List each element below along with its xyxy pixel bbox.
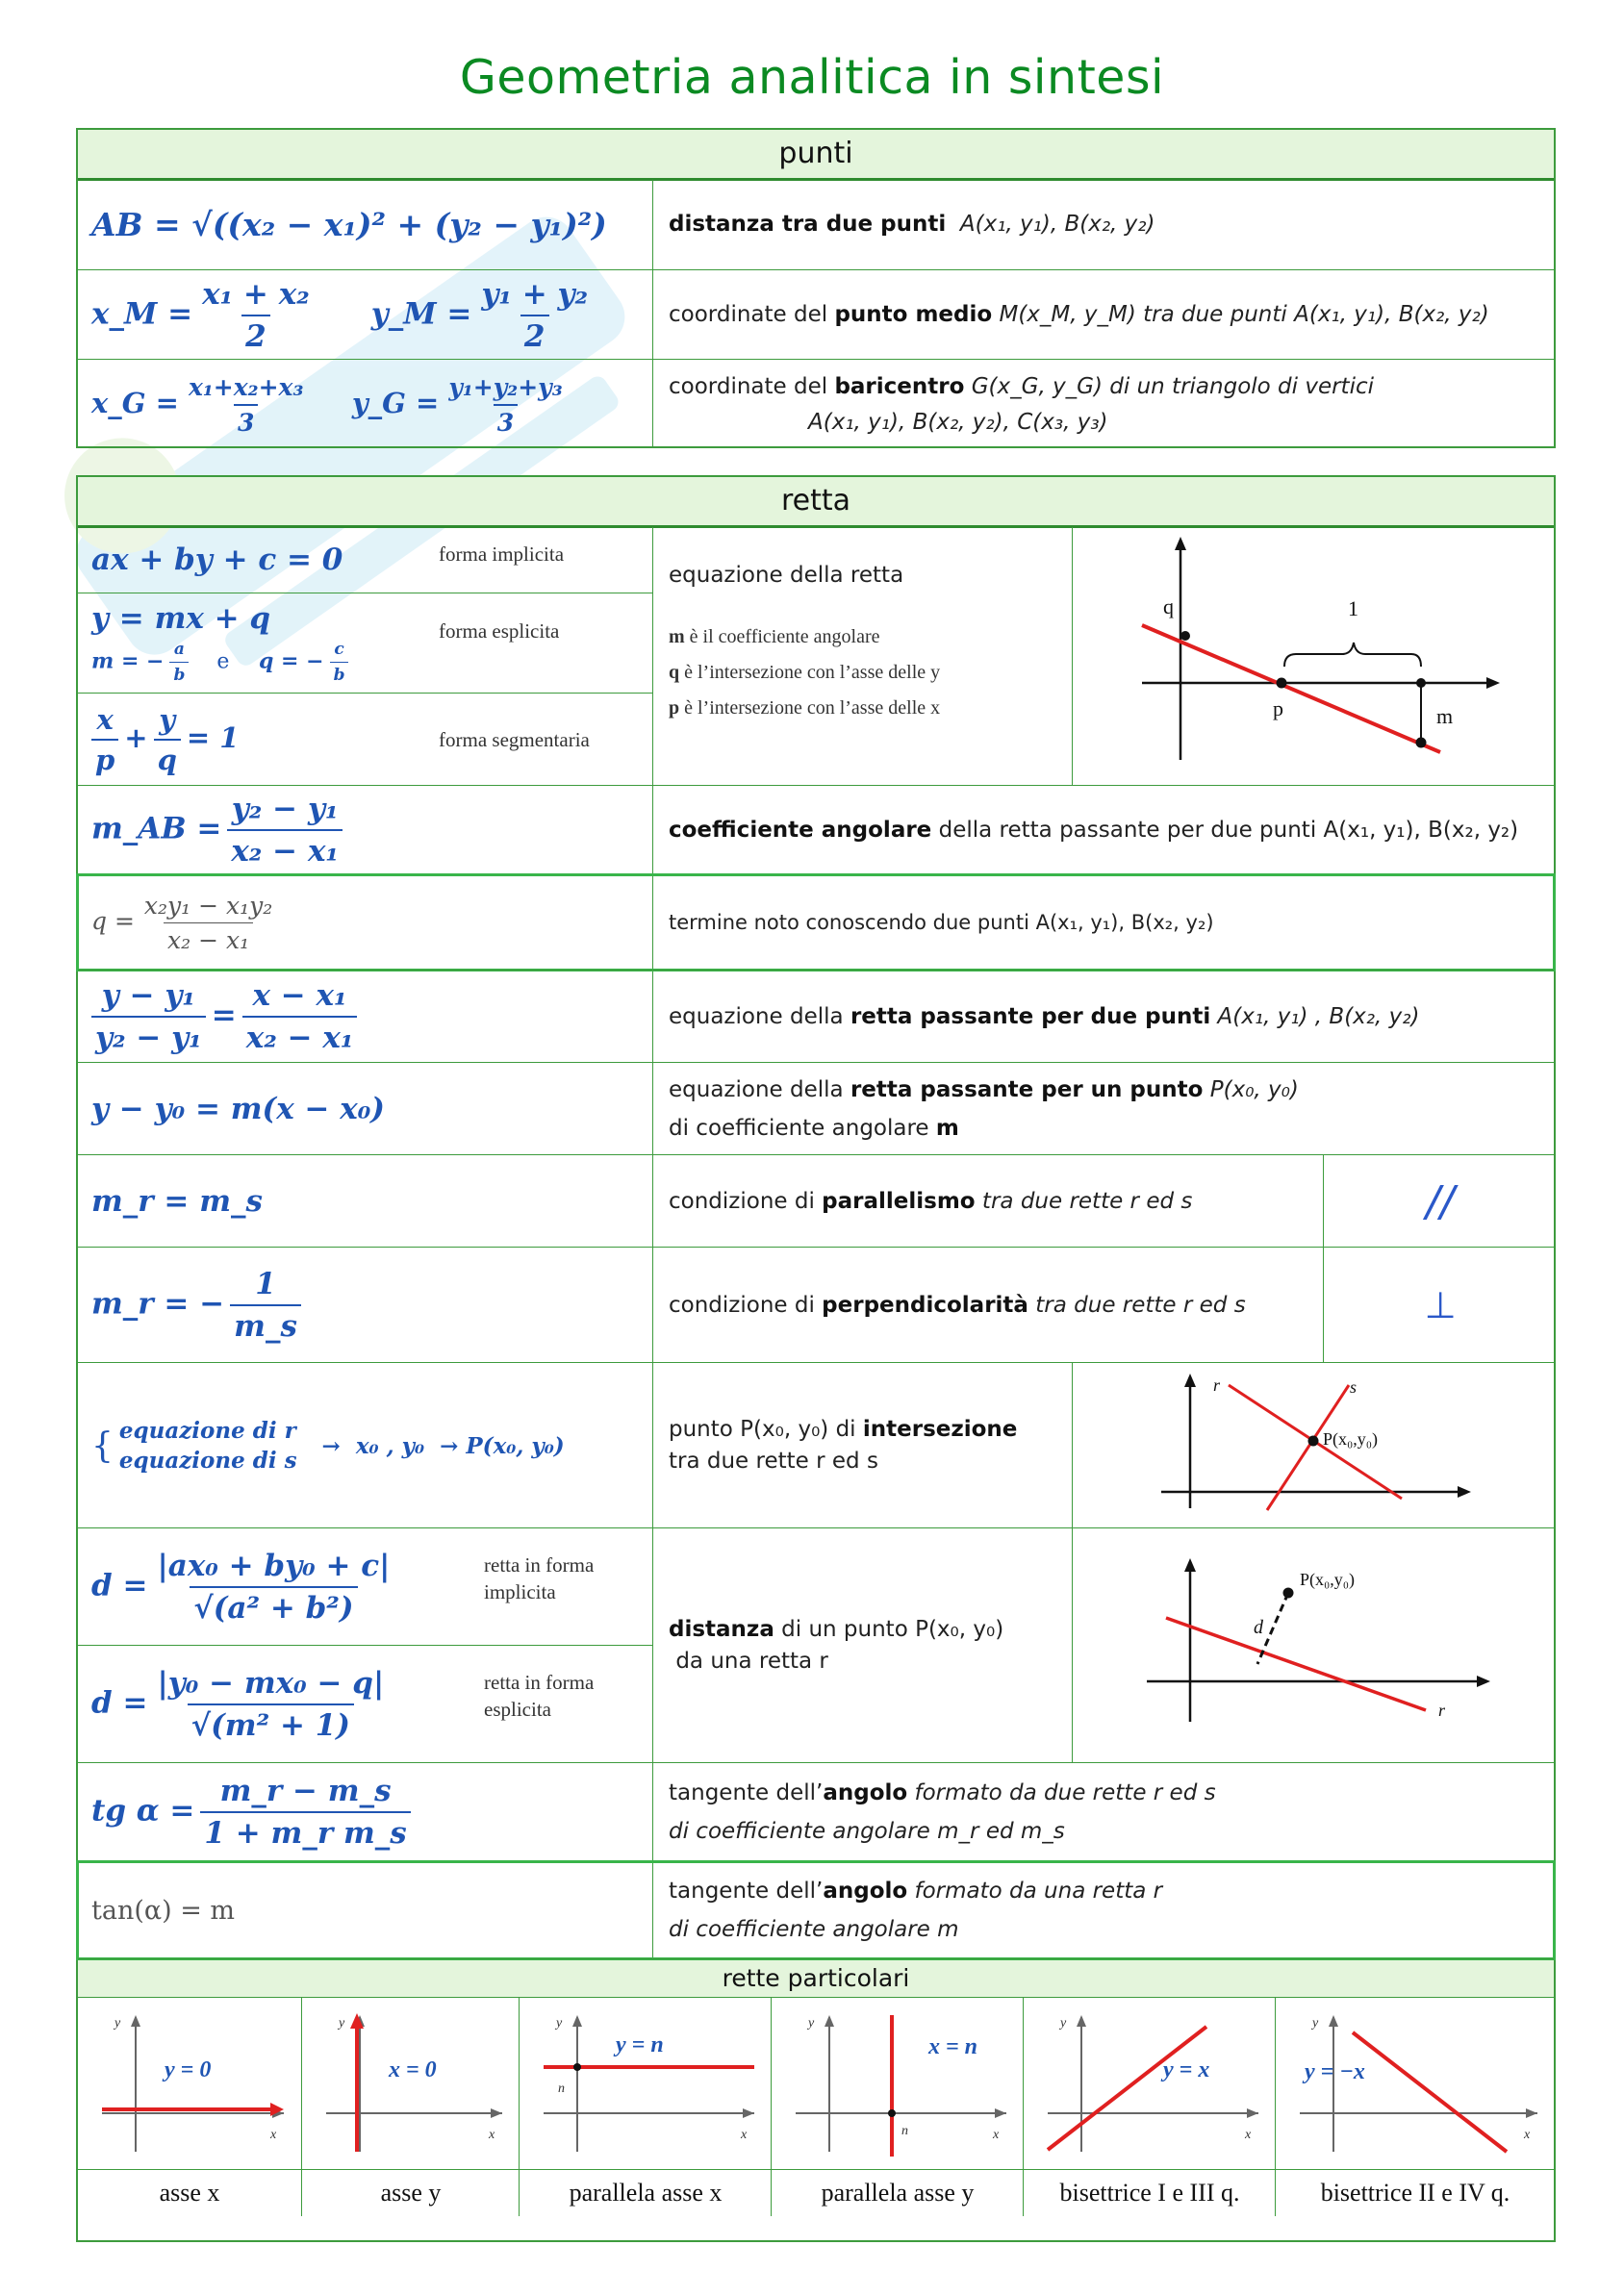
y-axis-arrow — [1329, 2015, 1338, 2027]
retta-header: retta — [78, 477, 1554, 528]
n-label: n — [558, 2082, 565, 2096]
special-line-panel — [1023, 1998, 1276, 2169]
x-axis-label: x — [270, 2128, 277, 2142]
angle-one-line-formula: tan(α) = m — [91, 1895, 236, 1926]
angle-one-line-description: tangente dell’angolo formato da una retta r di coefficiente angolare m — [669, 1878, 1163, 1942]
perpendicular-formula: m_r = − $\frac{1}{m\_s}$ — [91, 1249, 649, 1362]
angle-two-lines-description: tangente dell’angolo formato da due rette r ed s di coefficiente angolare m_r ed m_s — [669, 1779, 1216, 1844]
distance-r-label: r — [1438, 1701, 1446, 1720]
parallel-symbol: // — [1426, 1176, 1455, 1226]
x-axis-label: x — [741, 2128, 748, 2142]
x-axis-arrow — [995, 2108, 1006, 2118]
special-line-equation: y = n — [616, 2032, 664, 2057]
intercept-point — [573, 2063, 581, 2071]
diagram-q-label: q — [1163, 594, 1174, 618]
special-line-label: parallela asse y — [771, 2169, 1024, 2216]
x-axis-arrow — [743, 2108, 754, 2118]
implicit-form: ax + by + c = 0 — [91, 542, 343, 577]
segment-form: $\frac{x}{p}$ + $\frac{y}{q}$ = 1 — [91, 694, 447, 785]
distance-implicit-formula: d = $\frac{\text{|ax₀ + by₀ + c|}}{\text{√(a² + b²)}}$ — [91, 1549, 391, 1626]
x-axis-label: x — [489, 2128, 495, 2142]
explicit-form-label: forma esplicita — [439, 618, 560, 643]
distance-d-label: d — [1254, 1617, 1263, 1638]
special-lines-grid — [78, 1998, 1554, 2242]
intercept-description: termine noto conoscendo due punti A(x₁, y₁), B(x₂, y₂) — [669, 910, 1214, 934]
point-slope-formula: y − y₀ = m(x − x₀) — [91, 1092, 385, 1126]
intersection-r-label: r — [1213, 1375, 1221, 1395]
y-axis-label: y — [114, 2016, 121, 2031]
distance-diagram — [1075, 1529, 1554, 1760]
intersection-point-label: P(x₀,y₀) — [1323, 1429, 1379, 1449]
special-line-panel — [519, 1998, 772, 2169]
special-line-graph — [1276, 1998, 1555, 2167]
x-axis-label: x — [1524, 2128, 1531, 2142]
punti-header: punti — [78, 130, 1554, 181]
special-line-graph — [302, 1998, 520, 2167]
midpoint-formula: x_M = $\frac{\text{x₁ + x₂}}{2}$ y_M = $\frac{\text{y₁ + y₂}}{2}$ — [91, 276, 589, 354]
line-equation-notes: equazione della retta m è il coefficiente angolare q è l’intersezione con l’asse delle y p è l’intersezione con l’asse delle x — [669, 563, 941, 719]
intersection-diagram — [1075, 1364, 1554, 1526]
special-line-panel — [301, 1998, 520, 2169]
two-points-formula: $\frac{\text{y − y₁}}{\text{y₂ − y₁}}$ = $\frac{\text{x − x₁}}{\text{x₂ − x₁}}$ — [91, 971, 649, 1062]
punti-table — [76, 128, 1556, 448]
special-line-equation: x = 0 — [389, 2057, 437, 2082]
two-points-description: equazione della retta passante per due punti A(x₁, y₁) , B(x₂, y₂) — [669, 1003, 1420, 1029]
line-slope-diagram — [1075, 529, 1554, 783]
diagram-p-label: p — [1273, 696, 1283, 720]
special-line-graph — [772, 1998, 1024, 2167]
y-axis-arrow — [131, 2015, 140, 2027]
point-slope-description: equazione della retta passante per un punto P(x₀, y₀) di coefficiente angolare m — [669, 1076, 1299, 1141]
distance-implicit-label: retta in forma implicita — [484, 1552, 595, 1603]
special-line-equation: y = −x — [1305, 2059, 1365, 2084]
distance-point-label: P(x₀,y₀) — [1300, 1570, 1356, 1589]
intercept-formula: q = $\frac{\text{x₂y₁ − x₁y₂}}{\text{x₂ − x₁}}$ — [91, 891, 273, 954]
distance-explicit-formula: d = $\frac{\text{|y₀ − mx₀ − q|}}{\text{√(m² + 1)}}$ — [91, 1666, 385, 1743]
special-line-graph — [1024, 1998, 1276, 2167]
special-line-label: asse x — [78, 2169, 301, 2216]
special-line-equation: x = n — [928, 2034, 978, 2059]
y-axis-label: y — [808, 2016, 815, 2031]
special-line-graph — [520, 1998, 772, 2167]
y-axis-label: y — [339, 2016, 345, 2031]
perpendicular-symbol: ⊥ — [1424, 1284, 1457, 1326]
special-line-equation: y = 0 — [165, 2057, 212, 2082]
parallel-description: condizione di parallelismo tra due rette r ed s — [669, 1188, 1193, 1214]
intersection-s-label: s — [1350, 1377, 1358, 1397]
y-axis-arrow — [825, 2015, 834, 2027]
n-label: n — [901, 2124, 908, 2138]
page-title: Geometria analitica in sintesi — [459, 50, 1165, 105]
x-axis-arrow — [491, 2108, 502, 2118]
y-axis-arrow — [1077, 2015, 1086, 2027]
segment-form-label: forma segmentaria — [439, 727, 590, 751]
y-axis-label: y — [1312, 2016, 1319, 2031]
diagram-m-label: m — [1436, 704, 1454, 728]
explicit-form: y = mx + q m = − $\frac{a}{b}$ e q = − $\frac{c}{b}$ — [91, 594, 447, 691]
special-line-graph — [78, 1998, 301, 2167]
special-line-label: parallela asse x — [519, 2169, 772, 2216]
special-line-equation: y = x — [1163, 2057, 1210, 2082]
special-line-label: bisettrice I e III q. — [1023, 2169, 1276, 2216]
intercept-point — [888, 2109, 896, 2117]
distance-formula: AB = √((x₂ − x₁)² + (y₂ − y₁)²) — [91, 206, 607, 243]
special-line-panel — [771, 1998, 1024, 2169]
perpendicular-description: condizione di perpendicolarità tra due rette r ed s — [669, 1292, 1246, 1318]
distance-explicit-label: retta in forma esplicita — [484, 1670, 595, 1721]
implicit-form-label: forma implicita — [439, 542, 565, 566]
midpoint-description: coordinate del punto medio M(x_M, y_M) tra due punti A(x₁, y₁), B(x₂, y₂) — [669, 302, 1489, 328]
retta-table — [76, 475, 1556, 2242]
parallel-formula: m_r = m_s — [91, 1184, 263, 1219]
x-axis-arrow — [1526, 2108, 1537, 2118]
special-line — [1353, 2032, 1507, 2152]
angle-two-lines-formula: tg α = $\frac{m\_r - m\_s}{\text{1 + m\_r m\_s}}$ — [91, 1764, 649, 1860]
centroid-formula: x_G = $\frac{\text{x₁+x₂+x₃}}{3}$ y_G = $\frac{\text{y₁+y₂+y₃}}{3}$ — [91, 372, 563, 437]
special-line — [1048, 2027, 1206, 2150]
special-line-panel — [78, 1998, 301, 2169]
slope-formula: m_AB = $\frac{\text{y₂ − y₁}}{\text{x₂ − x₁}}$ — [91, 787, 649, 873]
y-axis-arrow — [572, 2015, 582, 2027]
intersection-system: { equazione di r equazione di s → x₀ , y₀ → P(x₀, y₀) — [91, 1417, 565, 1474]
y-axis-label: y — [556, 2016, 563, 2031]
x-axis-label: x — [1245, 2128, 1252, 2142]
x-axis-arrow — [1247, 2108, 1258, 2118]
centroid-description: coordinate del baricentro G(x_G, y_G) di un triangolo di vertici A(x₁, y₁), B(x₂, y₂), C(x₃, y₃) — [669, 373, 1374, 435]
diagram-one-label: 1 — [1348, 596, 1358, 620]
x-axis-label: x — [993, 2128, 1000, 2142]
special-lines-header: rette particolari — [78, 1960, 1554, 1998]
distance-description: distanza tra due punti A(x₁, y₁), B(x₂, y₂) — [669, 212, 1155, 238]
special-line-label: bisettrice II e IV q. — [1275, 2169, 1555, 2216]
slope-description: coefficiente angolare della retta passante per due punti A(x₁, y₁), B(x₂, y₂) — [669, 817, 1519, 843]
special-line-panel — [1275, 1998, 1555, 2169]
point-line-distance-description: distanza di un punto P(x₀, y₀) da una retta r — [669, 1616, 1004, 1674]
special-line-label: asse y — [301, 2169, 520, 2216]
y-axis-label: y — [1060, 2016, 1067, 2031]
intersection-description: punto P(x₀, y₀) di intersezione tra due rette r ed s — [669, 1416, 1018, 1474]
